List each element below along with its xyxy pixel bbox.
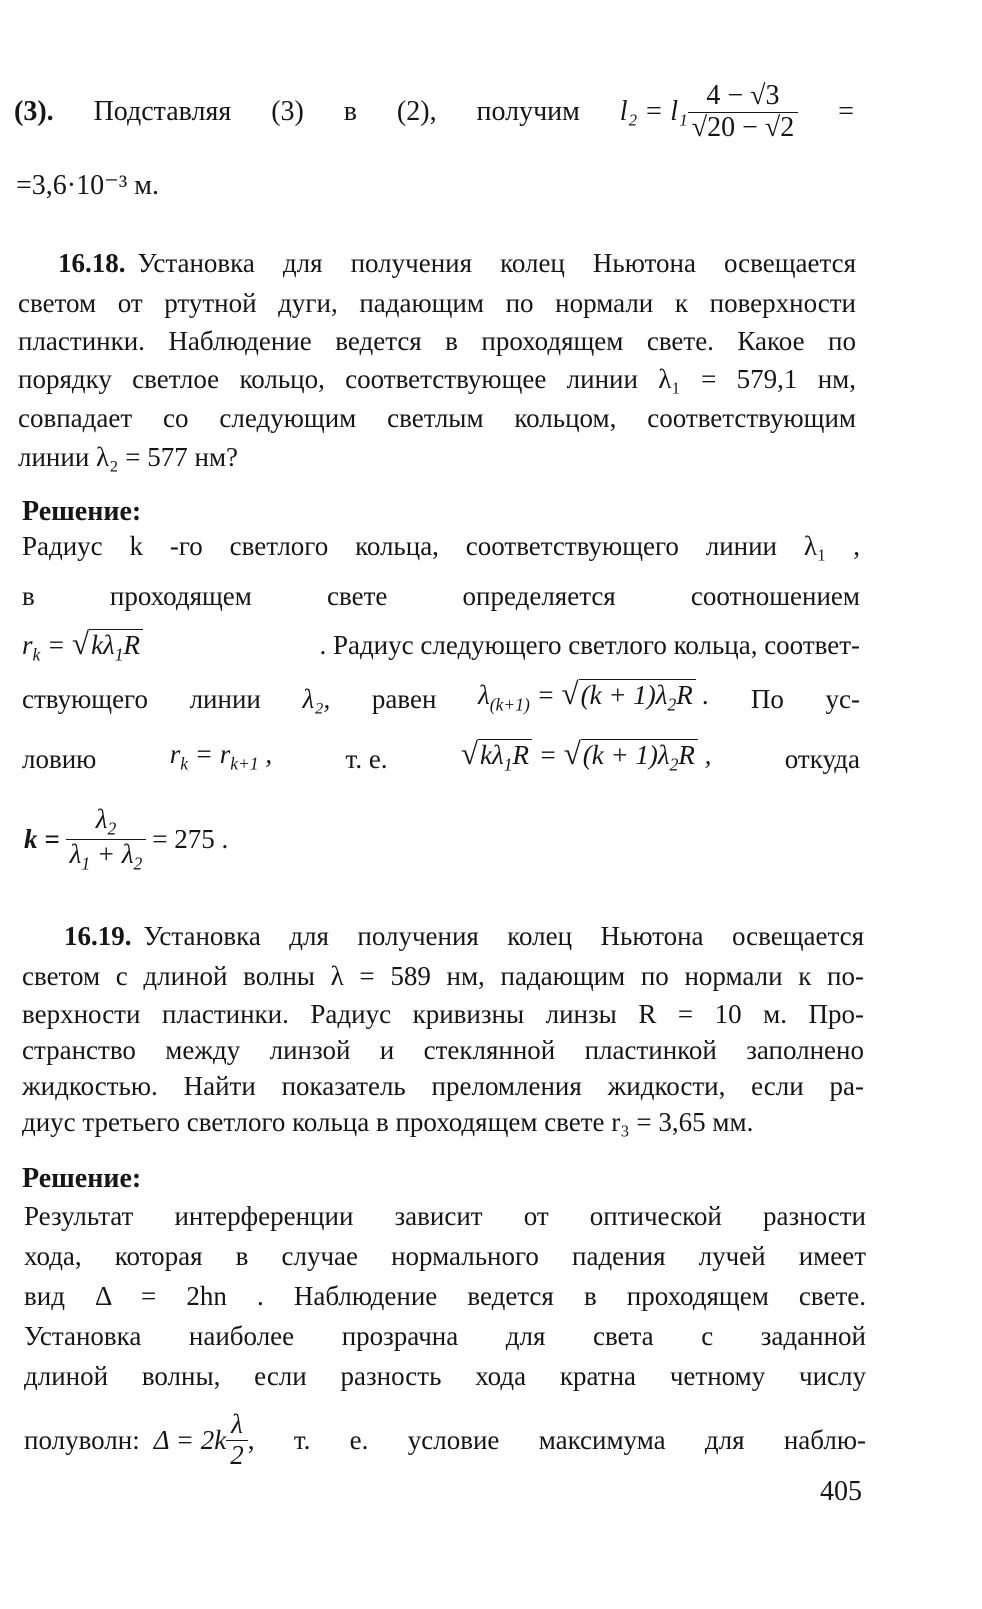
solution-1-line-5 xyxy=(22,736,860,782)
intro-word: Подставляя xyxy=(93,96,232,127)
solution-1-line-3 xyxy=(22,628,860,670)
fraction-denominator: √20 − √2 xyxy=(688,112,799,144)
word: откуда xyxy=(784,744,860,774)
word: По xyxy=(750,684,784,714)
problem-number: 16.18. xyxy=(58,248,126,278)
solution-2-line-5: длиной волны, если разность хода кратна четному числу xyxy=(24,1361,866,1391)
word: проходящем xyxy=(109,581,252,611)
k-fraction xyxy=(66,805,147,873)
solution-heading: Решение: xyxy=(22,496,142,527)
page-number: 405 xyxy=(820,1476,862,1507)
half-wave-fraction: $\frac{\lambda}{2}$ xyxy=(226,1410,248,1470)
equals-sign: = xyxy=(838,96,854,127)
problem-16-19-line-1 xyxy=(64,920,864,952)
fraction-denominator: $\lambda_1 + \lambda_2$ xyxy=(66,839,147,874)
word: т. е. xyxy=(345,744,388,774)
k-result: = 275 . xyxy=(152,824,229,854)
intro-line xyxy=(14,68,854,156)
solution-2-line-6 xyxy=(24,1400,866,1480)
word: определяется xyxy=(462,581,616,611)
solution-2-line-3: вид Δ = 2hn . Наблюдение ведется в проходящем свете. xyxy=(24,1281,866,1311)
fraction-numerator: 4 − √3 xyxy=(706,79,780,111)
solution-text: . Радиус следующего светлого кольца, соответ- xyxy=(319,630,860,660)
word: равен xyxy=(371,684,437,714)
problem-16-19-line-6: диус третьего светлого кольца в проходящем свете r₃ = 3,65 мм. xyxy=(22,1107,754,1137)
problem-text: Установка для получения колец Ньютона освещается xyxy=(137,248,856,278)
problem-16-19-line-5: жидкостью. Найти показатель преломления жидкости, если ра- xyxy=(22,1071,864,1101)
solution-heading: Решение: xyxy=(22,1163,142,1194)
problem-16-18-line-1 xyxy=(58,247,856,279)
condition-formula: $r_k = r_{k+1}$ , xyxy=(169,739,273,774)
solution-2-line-4: Установка наиболее прозрачна для света с заданной xyxy=(24,1321,866,1351)
problem-text: Установка для получения колец Ньютона освещается xyxy=(143,921,864,951)
problem-16-18-line-5: совпадает со следующим светлым кольцом, соответствующим xyxy=(18,403,856,433)
formula-fraction xyxy=(688,81,799,144)
intro-word: (2), xyxy=(396,96,437,127)
solution-1-line-1: Радиус k -го светлого кольца, соответствующего линии λ₁ , xyxy=(22,531,860,561)
problem-16-19-line-3: верхности пластинки. Радиус кривизны линзы R = 10 м. Про- xyxy=(22,999,864,1029)
fraction-numerator: $\lambda_2$ xyxy=(95,803,117,839)
k-formula xyxy=(24,796,228,882)
problem-number: 16.19. xyxy=(64,921,132,951)
equation-ref: (3). xyxy=(14,96,54,127)
solution-1-line-2 xyxy=(22,580,860,612)
intro-result: =3,6·10⁻³ м. xyxy=(16,170,160,201)
solution-text: , т. е. условие максимума для наблю- xyxy=(247,1425,866,1455)
solution-2-line-2: хода, которая в случае нормального падения лучей имеет xyxy=(24,1241,866,1271)
equality-formula: $√k\lambda_1R = √(k + 1)\lambda_2R$ , xyxy=(460,735,712,775)
word: в xyxy=(22,581,35,611)
path-difference-formula: Δ = 2k $\frac{\lambda}{2}$ xyxy=(154,1410,248,1470)
intro-word: получим xyxy=(476,96,580,127)
intro-formula xyxy=(620,81,798,144)
word: ус- xyxy=(825,684,860,714)
word: соотношением xyxy=(690,581,860,611)
word: ловию xyxy=(22,744,97,774)
word: полуволн: xyxy=(24,1425,140,1455)
k-variable: k = xyxy=(24,824,60,854)
problem-16-19-line-4: странство между линзой и стеклянной пластинкой заполнено xyxy=(22,1035,864,1065)
problem-16-18-line-6: линии λ₂ = 577 нм? xyxy=(18,442,239,472)
word: линии xyxy=(189,684,261,714)
word: λ₂, xyxy=(302,684,331,714)
word: свете xyxy=(327,581,388,611)
problem-16-18-line-4: порядку светлое кольцо, соответствующее линии λ₁ = 579,1 нм, xyxy=(18,364,856,394)
problem-16-18-line-3: пластинки. Наблюдение ведется в проходящем свете. Какое по xyxy=(18,326,856,356)
word: ствующего xyxy=(22,684,148,714)
intro-word: в xyxy=(343,96,357,127)
next-radius-formula: $\lambda_{(k+1)} = √(k + 1)\lambda_2R$ . xyxy=(478,675,710,715)
radius-formula: $r_k = √k\lambda_1R$ xyxy=(22,628,143,670)
problem-16-18-line-2: светом от ртутной дуги, падающим по нормали к поверхности xyxy=(18,288,856,318)
solution-1-line-4 xyxy=(22,676,860,722)
formula-lhs: l₂ = l₁ xyxy=(619,96,688,127)
solution-2-line-1: Результат интерференции зависит от оптической разности xyxy=(24,1201,866,1231)
problem-16-19-line-2: светом с длиной волны λ = 589 нм, падающим по нормали к по- xyxy=(22,961,864,991)
intro-word: (3) xyxy=(271,96,304,127)
